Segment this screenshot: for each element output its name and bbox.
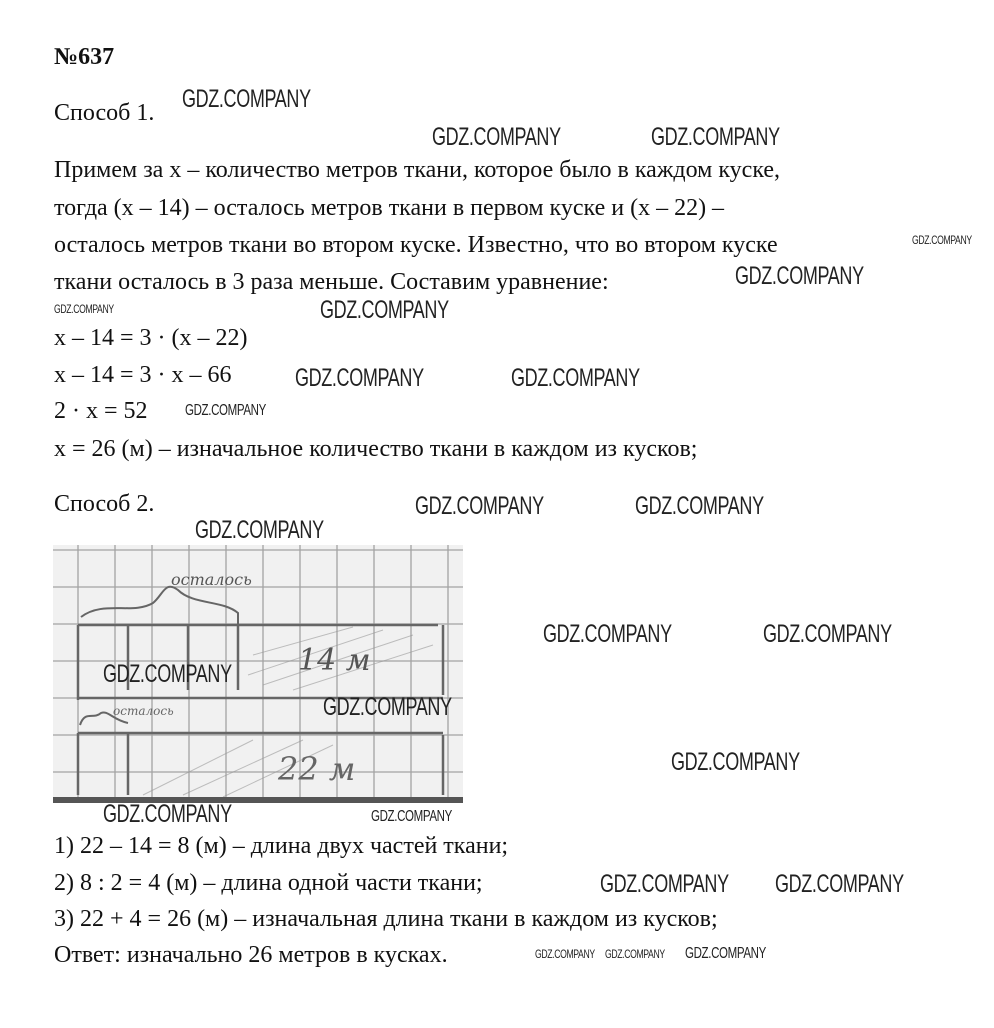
watermark: GDZ.COMPANY	[323, 693, 452, 721]
paragraph-line: Примем за x – количество метров ткани, которое было в каждом куске,	[54, 157, 781, 183]
sketch-label-top: осталось	[171, 570, 252, 589]
watermark: GDZ.COMPANY	[735, 262, 864, 290]
watermark: GDZ.COMPANY	[543, 620, 672, 648]
watermark: GDZ.COMPANY	[320, 296, 449, 324]
method1-heading: Способ 1.	[54, 100, 155, 126]
watermark: GDZ.COMPANY	[54, 302, 114, 316]
watermark: GDZ.COMPANY	[511, 364, 640, 392]
step-line: 1) 22 – 14 = 8 (м) – длина двух частей ткани;	[54, 833, 509, 859]
method2-heading: Способ 2.	[54, 491, 155, 517]
watermark: GDZ.COMPANY	[103, 800, 232, 828]
watermark: GDZ.COMPANY	[182, 85, 311, 113]
watermark: GDZ.COMPANY	[432, 123, 561, 151]
watermark: GDZ.COMPANY	[535, 947, 595, 961]
watermark: GDZ.COMPANY	[103, 660, 232, 688]
answer-line: Ответ: изначально 26 метров в кусках.	[54, 942, 448, 968]
sketch-piece1-length: 14 м	[298, 643, 371, 678]
equation-line: x – 14 = 3 · x – 66	[54, 362, 232, 388]
step-line: 3) 22 + 4 = 26 (м) – изначальная длина ткани в каждом из кусков;	[54, 906, 718, 932]
step-line: 2) 8 : 2 = 4 (м) – длина одной части ткани;	[54, 870, 483, 896]
watermark: GDZ.COMPANY	[295, 364, 424, 392]
paragraph-line: ткани осталось в 3 раза меньше. Составим уравнение:	[54, 269, 609, 295]
watermark: GDZ.COMPANY	[371, 808, 452, 825]
watermark: GDZ.COMPANY	[600, 870, 729, 898]
watermark: GDZ.COMPANY	[912, 233, 972, 247]
watermark: GDZ.COMPANY	[195, 516, 324, 544]
watermark: GDZ.COMPANY	[185, 402, 266, 419]
watermark: GDZ.COMPANY	[635, 492, 764, 520]
watermark: GDZ.COMPANY	[415, 492, 544, 520]
watermark: GDZ.COMPANY	[651, 123, 780, 151]
paragraph-line: тогда (x – 14) – осталось метров ткани в первом куске и (x – 22) –	[54, 195, 725, 221]
watermark: GDZ.COMPANY	[605, 947, 665, 961]
sketch-piece2-length: 22 м	[278, 750, 356, 788]
watermark: GDZ.COMPANY	[671, 748, 800, 776]
problem-number: №637	[54, 44, 115, 70]
watermark: GDZ.COMPANY	[763, 620, 892, 648]
equation-line: 2 · x = 52	[54, 398, 148, 424]
watermark: GDZ.COMPANY	[685, 945, 766, 962]
sketch-label-bottom: осталось	[113, 704, 174, 718]
equation-line: x – 14 = 3 · (x – 22)	[54, 325, 248, 351]
paragraph-line: осталось метров ткани во втором куске. Известно, что во втором куске	[54, 232, 778, 258]
watermark: GDZ.COMPANY	[775, 870, 904, 898]
equation-line: x = 26 (м) – изначальное количество ткани в каждом из кусков;	[54, 436, 698, 462]
